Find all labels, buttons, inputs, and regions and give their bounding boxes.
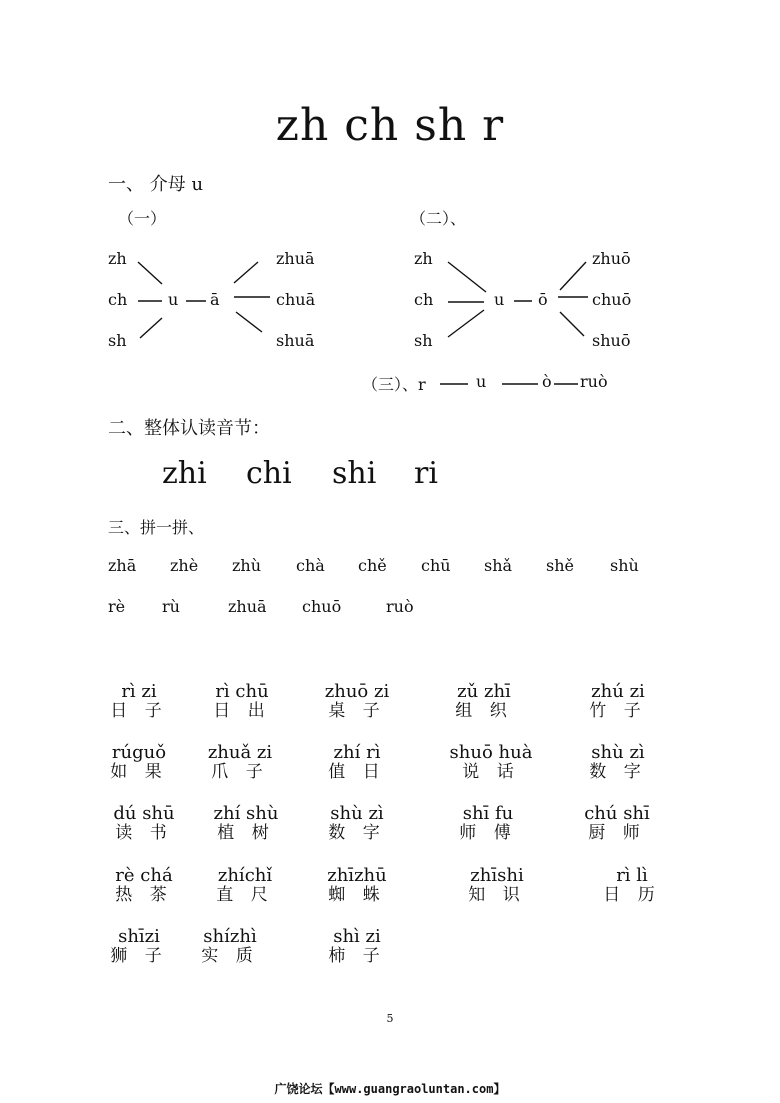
word-item: [312, 682, 402, 720]
word-hanzi: 日 历: [603, 885, 661, 905]
footer-link[interactable]: 广饶论坛【www.guangraoluntan.com】: [274, 1082, 506, 1096]
part1-medial: u: [168, 290, 179, 309]
practice-syllable: shě: [546, 556, 574, 575]
part1-result-shua: shuā: [276, 331, 315, 350]
word-hanzi: 日 出: [213, 701, 271, 721]
word-pinyin: chú shī: [584, 803, 650, 824]
part2-final: ō: [538, 290, 548, 309]
word-item: [104, 804, 184, 842]
practice-syllable: chū: [421, 556, 451, 575]
word-pinyin: shīzi: [118, 926, 160, 947]
practice-syllable: rù: [162, 597, 180, 616]
word-item: [312, 866, 402, 904]
practice-syllable: chě: [358, 556, 387, 575]
part2-initial-zh: zh: [414, 249, 433, 268]
practice-syllable: shǎ: [484, 556, 513, 575]
word-hanzi: 知 识: [468, 885, 526, 905]
word-item: [190, 927, 270, 965]
word-hanzi: 日 子: [110, 701, 168, 721]
word-pinyin: zhīshi: [470, 865, 524, 886]
practice-syllable: zhè: [170, 556, 199, 575]
word-hanzi: 爪 子: [211, 762, 269, 782]
word-hanzi: 厨 师: [588, 823, 646, 843]
section1-heading: 一、 介母 u: [108, 174, 204, 195]
part1-label: （一）: [118, 209, 167, 228]
word-pinyin: dú shū: [113, 803, 175, 824]
word-pinyin: rúguǒ: [111, 742, 167, 763]
word-item: [104, 682, 174, 720]
part3-medial: u: [476, 372, 487, 391]
part1-initial-ch: ch: [108, 290, 128, 309]
word-pinyin: shī fu: [462, 803, 514, 824]
word-hanzi: 数 字: [589, 762, 647, 782]
word-hanzi: 竹 子: [589, 701, 647, 721]
word-item: [452, 866, 542, 904]
word-hanzi: 说 话: [462, 762, 520, 782]
page-number: 5: [386, 1012, 394, 1025]
word-hanzi: 柿 子: [328, 946, 386, 966]
word-item: [444, 682, 524, 720]
part1-initial-zh: zh: [108, 249, 127, 268]
word-item: [190, 743, 290, 781]
practice-syllable: zhā: [108, 556, 137, 575]
word-item: [578, 743, 658, 781]
word-hanzi: 蜘 蛛: [328, 885, 386, 905]
syllable-chi: chi: [246, 456, 292, 491]
word-hanzi: 实 质: [201, 946, 259, 966]
practice-syllable: ruò: [386, 597, 414, 616]
part1-result-zhua: zhuā: [276, 249, 315, 268]
part3-result: ruò: [580, 372, 608, 391]
practice-syllable: chuō: [302, 597, 342, 616]
part2-result-shuo: shuō: [592, 331, 631, 350]
section3-heading: 三、拼一拼、: [108, 518, 205, 537]
part2-initial-sh: sh: [414, 331, 433, 350]
word-hanzi: 值 日: [328, 762, 386, 782]
word-item: [436, 743, 546, 781]
word-pinyin: zhuǎ zi: [207, 742, 273, 763]
word-pinyin: rì zi: [121, 681, 157, 702]
part1-initial-sh: sh: [108, 331, 127, 350]
word-pinyin: rì chū: [215, 681, 269, 702]
word-hanzi: 桌 子: [328, 701, 386, 721]
word-pinyin: zǔ zhī: [457, 681, 511, 702]
practice-syllable: shù: [610, 556, 639, 575]
word-pinyin: shuō huà: [449, 742, 533, 763]
word-hanzi: 组 织: [455, 701, 513, 721]
word-item: [312, 743, 402, 781]
word-item: [104, 927, 174, 965]
word-item: [578, 682, 658, 720]
word-hanzi: 如 果: [110, 762, 168, 782]
syllable-zhi: zhi: [162, 456, 207, 491]
word-hanzi: 热 茶: [115, 885, 173, 905]
word-hanzi: 师 傅: [459, 823, 517, 843]
word-pinyin: zhíchǐ: [217, 865, 273, 886]
practice-syllable: chà: [296, 556, 325, 575]
word-hanzi: 读 书: [115, 823, 173, 843]
word-item: [312, 927, 402, 965]
part3-final: ò: [542, 372, 552, 391]
word-item: [104, 866, 184, 904]
word-item: [204, 682, 280, 720]
section2-heading: 二、整体认读音节：: [108, 418, 270, 439]
word-item: [572, 804, 662, 842]
word-pinyin: shízhì: [203, 926, 257, 947]
practice-syllable: zhuā: [228, 597, 267, 616]
part1-final: ā: [210, 290, 220, 309]
word-pinyin: zhuō zi: [324, 681, 390, 702]
word-item: [198, 804, 294, 842]
part2-label: （二）、: [410, 209, 467, 228]
word-pinyin: shù zì: [591, 742, 645, 763]
word-item: [596, 866, 668, 904]
practice-syllable: zhù: [232, 556, 262, 575]
part1-result-chua: chuā: [276, 290, 316, 309]
word-hanzi: 直 尺: [216, 885, 274, 905]
word-hanzi: 植 树: [217, 823, 275, 843]
part2-initial-ch: ch: [414, 290, 434, 309]
word-pinyin: zhú zi: [591, 681, 645, 702]
word-pinyin: shù zì: [330, 803, 384, 824]
part2-medial: u: [494, 290, 505, 309]
part2-result-chuo: chuō: [592, 290, 632, 309]
syllable-ri: ri: [414, 456, 438, 491]
part1-connector-lines: [0, 0, 780, 400]
word-pinyin: rì lì: [616, 865, 648, 886]
word-hanzi: 数 字: [328, 823, 386, 843]
word-item: [440, 804, 536, 842]
word-item: [200, 866, 290, 904]
word-pinyin: zhí rì: [333, 742, 381, 763]
practice-syllable: rè: [108, 597, 126, 616]
word-item: [312, 804, 402, 842]
part2-result-zhuo: zhuō: [592, 249, 631, 268]
syllable-shi: shi: [332, 456, 377, 491]
word-pinyin: zhí shù: [213, 803, 279, 824]
word-hanzi: 狮 子: [110, 946, 168, 966]
part3-label: （三）、r: [362, 375, 426, 394]
word-pinyin: shì zi: [333, 926, 381, 947]
page-title: zh ch sh r: [275, 100, 505, 151]
word-pinyin: rè chá: [115, 865, 173, 886]
word-item: [104, 743, 174, 781]
word-pinyin: zhīzhū: [327, 865, 387, 886]
